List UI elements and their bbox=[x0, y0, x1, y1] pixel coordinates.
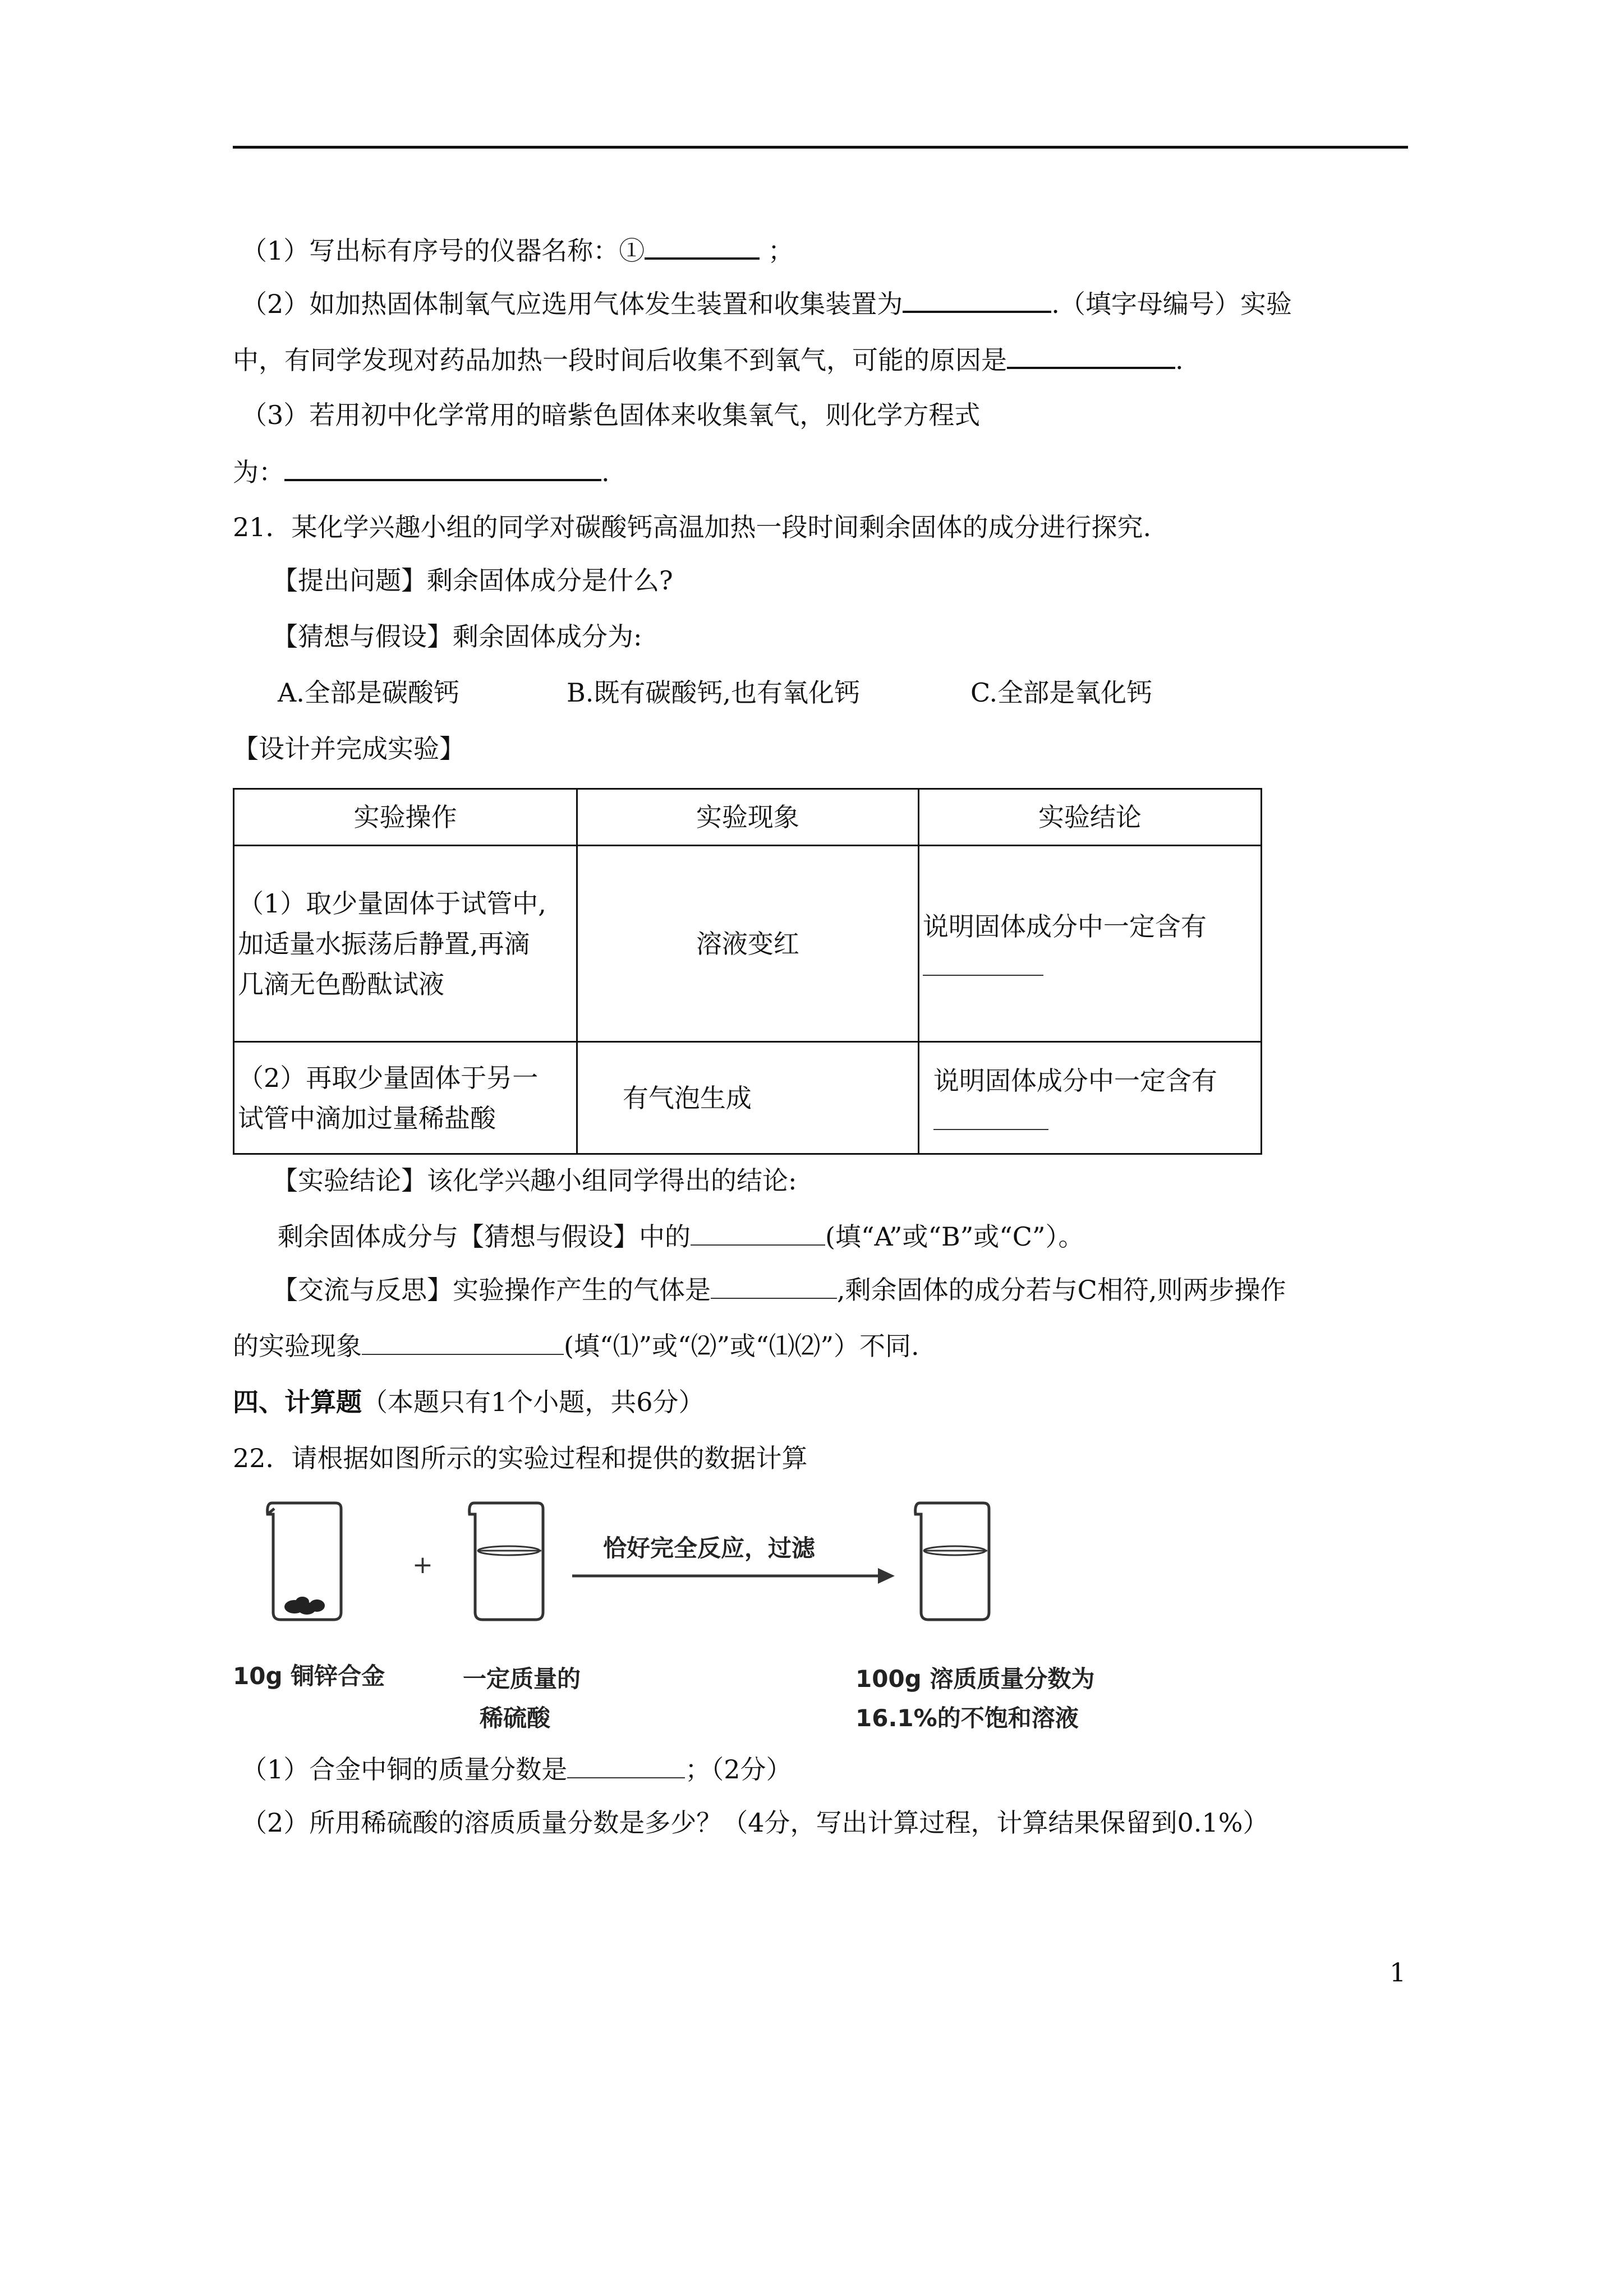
q21-option-c: C.全部是氧化钙 bbox=[970, 677, 1153, 708]
q21-reflect-line1 bbox=[272, 1273, 1286, 1307]
operation-line: 加适量水振荡后静置,再滴 bbox=[238, 928, 530, 959]
q20-part2-text-d: . bbox=[1175, 345, 1184, 375]
reflect-text-c: 的实验现象 bbox=[233, 1331, 362, 1361]
operation-line: 试管中滴加过量稀盐酸 bbox=[238, 1103, 496, 1133]
operation-line: 几滴无色酚酞试液 bbox=[238, 969, 444, 999]
answer-blank[interactable] bbox=[645, 233, 760, 260]
operation-line: （2）再取少量固体于另一 bbox=[238, 1062, 539, 1093]
answer-blank[interactable] bbox=[567, 1753, 685, 1778]
arrow-right-icon bbox=[572, 1568, 895, 1584]
section4-title: 四、计算题 bbox=[233, 1387, 362, 1417]
q20-part2-text: （2）如加热固体制氧气应选用气体发生装置和收集装置为 bbox=[241, 289, 903, 319]
q22-part2: （2）所用稀硫酸的溶质质量分数是多少？（4分，写出计算过程，计算结果保留到0.1%） bbox=[241, 1808, 1269, 1838]
answer-blank[interactable] bbox=[284, 454, 601, 481]
q21-question: 【提出问题】剩余固体成分是什么? bbox=[272, 565, 673, 596]
answer-blank[interactable] bbox=[362, 1329, 564, 1355]
q20-part1-text: （1）写出标有序号的仪器名称：① bbox=[241, 236, 645, 266]
table-row bbox=[234, 846, 1262, 1042]
experiment-table bbox=[233, 788, 1262, 1155]
answer-blank[interactable] bbox=[903, 286, 1051, 313]
phenomenon-text: 有气泡生成 bbox=[622, 1082, 752, 1113]
answer-blank[interactable] bbox=[923, 950, 1043, 976]
q20-part1-tail: ； bbox=[760, 236, 794, 266]
conclusion-line-tail: (填“A”或“B”或“C”）。 bbox=[825, 1221, 1084, 1252]
answer-blank[interactable] bbox=[933, 1104, 1048, 1130]
q20-part3-text: （3）若用初中化学常用的暗紫色固体来收集氧气，则化学方程式 bbox=[241, 400, 981, 430]
table-row bbox=[234, 1042, 1262, 1154]
q21-conclusion-title: 【实验结论】该化学兴趣小组同学得出的结论: bbox=[272, 1165, 797, 1196]
arrow-label: 恰好完全反应，过滤 bbox=[603, 1534, 816, 1562]
table-cell-operation bbox=[234, 1042, 577, 1154]
alloy-lumps-icon bbox=[284, 1597, 325, 1615]
table-header-operation: 实验操作 bbox=[234, 789, 577, 846]
answer-blank[interactable] bbox=[1007, 342, 1175, 369]
conclusion-blank-wrap bbox=[923, 947, 1257, 981]
q21-hypothesis: 【猜想与假设】剩余固体成分为: bbox=[272, 621, 642, 652]
answer-blank[interactable] bbox=[691, 1220, 825, 1246]
table-header-row bbox=[234, 789, 1262, 846]
q20-part2-line2 bbox=[233, 342, 1184, 377]
q22-part1 bbox=[241, 1753, 792, 1786]
q22-part1-tail: ；（2分） bbox=[685, 1754, 792, 1785]
conclusion-blank-wrap bbox=[933, 1101, 1257, 1136]
section4-heading bbox=[233, 1385, 705, 1419]
beaker-acid-icon bbox=[470, 1503, 543, 1620]
plus-sign: + bbox=[412, 1551, 433, 1579]
q22-intro: 22．请根据如图所示的实验过程和提供的数据计算 bbox=[233, 1443, 808, 1473]
conclusion-line-text: 剩余固体成分与【猜想与假设】中的 bbox=[278, 1221, 691, 1252]
acid-label-line1: 一定质量的 bbox=[463, 1665, 581, 1693]
table-cell-conclusion bbox=[918, 846, 1261, 1042]
acid-label-line2: 稀硫酸 bbox=[480, 1704, 551, 1732]
q20-part3-text-c: . bbox=[601, 457, 610, 487]
q21-intro: 21．某化学兴趣小组的同学对碳酸钙高温加热一段时间剩余固体的成分进行探究. bbox=[233, 512, 1152, 542]
section4-note: （本题只有1个小题，共6分） bbox=[362, 1387, 705, 1417]
q20-part3-line2 bbox=[233, 454, 610, 489]
table-cell-operation bbox=[234, 846, 577, 1042]
answer-blank[interactable] bbox=[711, 1273, 837, 1299]
q21-reflect-line2 bbox=[233, 1329, 919, 1363]
header-rule bbox=[233, 146, 1408, 149]
q20-part1 bbox=[241, 233, 794, 268]
reaction-figure bbox=[233, 1492, 1125, 1744]
page-number: 1 bbox=[1390, 1957, 1406, 1988]
conclusion-text: 说明固体成分中一定含有 bbox=[922, 911, 1207, 942]
alloy-label: 10g 铜锌合金 bbox=[233, 1662, 385, 1690]
q21-design: 【设计并完成实验】 bbox=[233, 734, 465, 764]
operation-line: （1）取少量固体于试管中, bbox=[238, 888, 546, 919]
conclusion-text: 说明固体成分中一定含有 bbox=[933, 1065, 1217, 1096]
q20-part2-text-b: .（填字母编号）实验 bbox=[1051, 289, 1292, 319]
reflect-text-d: (填“⑴”或“⑵”或“⑴⑵”）不同. bbox=[564, 1331, 919, 1361]
table-cell-phenomenon bbox=[577, 1042, 918, 1154]
solution-label-line2: 16.1%的不饱和溶液 bbox=[855, 1704, 1079, 1732]
q20-part2-line1 bbox=[241, 286, 1292, 321]
reflect-text: 【交流与反思】实验操作产生的气体是 bbox=[272, 1275, 711, 1305]
q20-part3-text-b: 为： bbox=[233, 457, 284, 487]
q21-option-a: A.全部是碳酸钙 bbox=[278, 677, 459, 708]
table-cell-conclusion bbox=[918, 1042, 1261, 1154]
table-cell-phenomenon: 溶液变红 bbox=[577, 846, 918, 1042]
q20-part2-text-c: 中，有同学发现对药品加热一段时间后收集不到氧气，可能的原因是 bbox=[233, 345, 1007, 375]
q20-part3-line1 bbox=[241, 398, 980, 432]
beaker-solution-icon bbox=[915, 1503, 989, 1620]
q22-part1-text: （1）合金中铜的质量分数是 bbox=[241, 1754, 568, 1785]
reflect-text-b: ,剩余固体的成分若与C相符,则两步操作 bbox=[837, 1275, 1286, 1305]
table-header-phenomenon: 实验现象 bbox=[577, 789, 918, 846]
q21-option-b: B.既有碳酸钙,也有氧化钙 bbox=[567, 677, 861, 708]
q21-conclusion-line bbox=[278, 1220, 1084, 1253]
table-header-conclusion: 实验结论 bbox=[918, 789, 1261, 846]
solution-label-line1: 100g 溶质质量分数为 bbox=[855, 1665, 1095, 1693]
